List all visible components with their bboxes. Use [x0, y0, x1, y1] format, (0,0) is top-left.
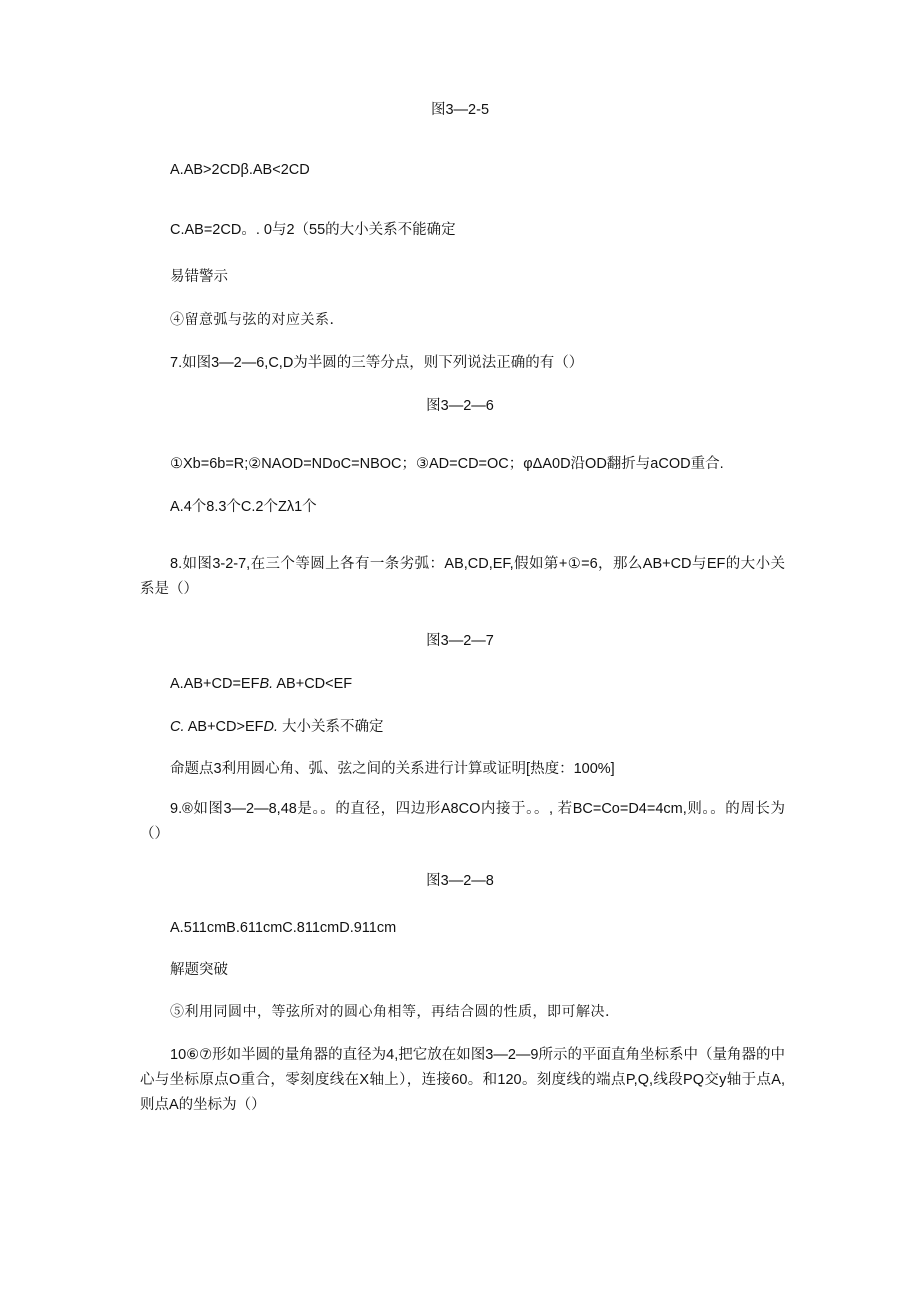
question-8-option-c: AB+CD>EF [184, 719, 264, 735]
figure-caption-3-2-7: 图3—2—7 [426, 633, 494, 649]
solution-heading: 解题突破 [170, 962, 228, 978]
question-9-options: A.511cmB.611cmC.811cmD.911cm [170, 920, 397, 936]
figure-caption-3-2-8: 图3—2—8 [426, 873, 494, 889]
warning-heading: 易错警示 [170, 269, 228, 285]
question-8-options-cd [170, 718, 384, 736]
figure-caption-3-2-6: 图3—2—6 [426, 398, 494, 414]
topic-3-heading: 命题点3利用圆心角、弧、弦之间的关系进行计算或证明[热度：100%] [170, 761, 615, 777]
warning-text: ④留意弧与弦的对应关系. [170, 312, 335, 328]
question-7-statements: ①Xb=6b=R;②NAOD=NDoC=NBOC；③AD=CD=OC；φΔA0D沿OD翻折与aCOD重合. [170, 456, 724, 472]
question-7-stem: 7.如图3—2—6,C,D为半圆的三等分点，则下列说法正确的有（） [170, 355, 584, 371]
question-8-option-d-letter: D. [263, 719, 278, 735]
question-8-stem: 8.如图3-2-7,在三个等圆上各有一条劣弧：AB,CD,EF,假如第+①=6，那么AB+CD与EF的大小关系是（） [140, 556, 785, 597]
question-7-options: A.4个8.3个C.2个Zλ1个 [170, 499, 317, 515]
solution-text: ⑤利用同圆中，等弦所对的圆心角相等，再结合圆的性质，即可解决. [170, 1004, 610, 1020]
question-8-option-b: AB+CD<EF [273, 676, 353, 692]
question-8-option-d: 大小关系不确定 [277, 719, 384, 735]
question-8-option-b-letter: B. [259, 676, 274, 692]
question-9-stem: 9.®如图3—2—8,48是。。的直径，四边形A8CO内接于。。, 若BC=Co=D4=4cm,则。。的周长为（） [140, 801, 785, 842]
question-6-options-ab: A.AB>2CDβ.AB<2CD [170, 162, 310, 178]
question-8-option-c-letter: C. [170, 719, 185, 735]
question-6-options-cd: C.AB=2CD。. 0与2（55的大小关系不能确定 [170, 222, 456, 238]
figure-caption-3-2-5: 图3—2-5 [430, 102, 490, 118]
question-8-option-a: A.AB+CD=EF [170, 676, 260, 692]
question-8-options-ab [170, 675, 352, 693]
question-10-stem: 10⑥⑦形如半圆的量角器的直径为4,把它放在如图3—2—9所示的平面直角坐标系中（量角器的中心与坐标原点O重合，零刻度线在X轴上），连接60。和120。刻度线的端点P,Q,线段PQ交y轴于点A,则点A的坐标为（） [140, 1047, 785, 1113]
